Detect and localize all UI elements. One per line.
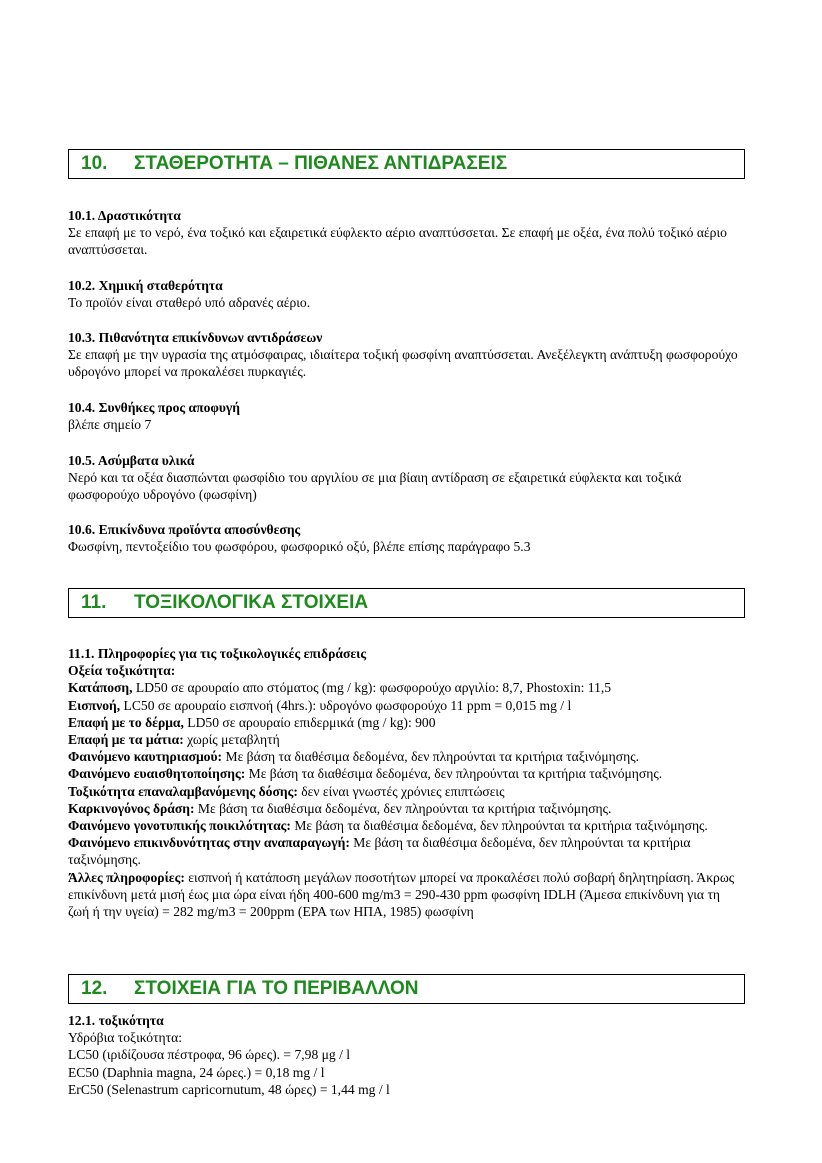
- section-12-header: [68, 974, 745, 1004]
- tox-row-text: Με βάση τα διαθέσιμα δεδομένα, δεν πληρούνται τα κριτήρια ταξινόμησης.: [194, 800, 612, 816]
- subsection-10-6-text: Φωσφίνη, πεντοξείδιο του φωσφόρου, φωσφορικό οξύ, βλέπε επίσης παράγραφο 5.3: [68, 539, 531, 555]
- tox-row-label: Κατάποση,: [68, 680, 133, 696]
- subsection-11-1-heading: 11.1. Πληροφορίες για τις τοξικολογικές επιδράσεις: [68, 646, 367, 661]
- subsection-10-3-heading: 10.3. Πιθανότητα επικίνδυνων αντιδράσεων: [68, 330, 323, 345]
- tox-row-text: εισπνοή ή κατάποση μεγάλων ποσοτήτων μπορεί να προκαλέσει πολύ σοβαρή δηλητηρίαση. Άκρως επικίνδυνη μετά μισή έως μια ώρα είναι ήδη 400-600 mg/m3 = 290-430 ppm φωσφίνη IDLH (Άμεσα επικίνδυνη για τη ζωή ή την υγεία) = 282 mg/m3 = 200ppm (EPA των ΗΠΑ, 1985) φωσφίνη: [68, 869, 735, 920]
- section-10-header: [68, 149, 745, 179]
- section-10-title: ΣΤΑΘΕΡΟΤΗΤΑ – ΠΙΘΑΝΕΣ ΑΝΤΙΔΡΑΣΕΙΣ: [134, 153, 508, 174]
- tox-row-label: Άλλες πληροφορίες:: [68, 869, 185, 885]
- aquatic-line: Υδρόβια τοξικότητα:: [68, 1030, 183, 1046]
- subsection-10-1: [68, 207, 738, 259]
- tox-row-ingestion: [68, 679, 738, 696]
- subsection-12-1-heading: 12.1. τοξικότητα: [68, 1013, 164, 1028]
- subsection-10-6-heading: 10.6. Επικίνδυνα προϊόντα αποσύνθεσης: [68, 522, 301, 537]
- section-10-number: 10.: [81, 153, 108, 174]
- tox-row-text: Με βάση τα διαθέσιμα δεδομένα, δεν πληρούνται τα κριτήρια ταξινόμησης.: [290, 818, 708, 834]
- subsection-10-1-heading: 10.1. Δραστικότητα: [68, 208, 181, 223]
- subsection-10-2-heading: 10.2. Χημική σταθερότητα: [68, 278, 223, 293]
- tox-row-reproduction: [68, 834, 738, 868]
- tox-row-label: Φαινόμενο ευαισθητοποίησης:: [68, 766, 246, 782]
- tox-row-text: χωρίς μεταβλητή: [183, 732, 280, 748]
- section-11-title: ΤΟΞΙΚΟΛΟΓΙΚΑ ΣΤΟΙΧΕΙΑ: [134, 592, 369, 613]
- subsection-10-1-text: Σε επαφή με το νερό, ένα τοξικό και εξαιρετικά εύφλεκτο αέριο αναπτύσσεται. Σε επαφή με οξέα, ένα πολύ τοξικό αέριο αναπτύσσεται.: [68, 225, 727, 258]
- subsection-10-2-text: Το προϊόν είναι σταθερό υπό αδρανές αέριο.: [68, 295, 311, 311]
- aquatic-line: EC50 (Daphnia magna, 24 ώρες.) = 0,18 mg / l: [68, 1064, 325, 1080]
- tox-row-inhalation: [68, 697, 738, 714]
- subsection-10-4-text: βλέπε σημείο 7: [68, 417, 152, 433]
- section-12-number: 12.: [81, 978, 108, 999]
- tox-row-repeated-dose: [68, 783, 738, 800]
- tox-row-text: Με βάση τα διαθέσιμα δεδομένα, δεν πληρούνται τα κριτήρια ταξινόμησης.: [68, 835, 691, 868]
- tox-row-label: Καρκινογόνος δράση:: [68, 800, 195, 816]
- tox-row-label: Εισπνοή,: [68, 697, 121, 713]
- subsection-10-3: [68, 329, 738, 381]
- subsection-11-1: [68, 645, 738, 920]
- tox-row-mutagenicity: [68, 817, 738, 834]
- tox-row-carcinogenicity: [68, 800, 738, 817]
- tox-row-skin: [68, 714, 738, 731]
- subsection-10-2: [68, 277, 738, 311]
- section-11-header: [68, 588, 745, 618]
- tox-row-label: Φαινόμενο καυτηριασμού:: [68, 749, 223, 765]
- aquatic-line: ErC50 (Selenastrum capricornutum, 48 ώρες) = 1,44 mg / l: [68, 1081, 390, 1097]
- tox-row-text: δεν είναι γνωστές χρόνιες επιπτώσεις: [297, 783, 505, 799]
- tox-row-sensitisation: [68, 765, 738, 782]
- subsection-10-5-heading: 10.5. Ασύμβατα υλικά: [68, 453, 195, 468]
- acute-toxicity-label: Οξεία τοξικότητα:: [68, 663, 176, 679]
- tox-row-text: Με βάση τα διαθέσιμα δεδομένα, δεν πληρούνται τα κριτήρια ταξινόμησης.: [245, 766, 663, 782]
- tox-row-eyes: [68, 731, 738, 748]
- tox-row-corrosion: [68, 748, 738, 765]
- subsection-10-3-text: Σε επαφή με την υγρασία της ατμόσφαιρας, ιδιαίτερα τοξική φωσφίνη αναπτύσσεται. Ανεξέλεγκτη ανάπτυξη φωσφορούχο υδρογόνο μπορεί να προκαλέσει πυρκαγιές.: [68, 347, 738, 380]
- subsection-10-6: [68, 521, 738, 555]
- tox-row-label: Τοξικότητα επαναλαμβανόμενης δόσης:: [68, 783, 298, 799]
- tox-row-label: Επαφή με το δέρμα,: [68, 714, 184, 730]
- tox-row-label: Φαινόμενο επικινδυνότητας στην αναπαραγωγή:: [68, 835, 350, 851]
- tox-row-text: LC50 σε αρουραίο εισπνοή (4hrs.): υδρογόνο φωσφορούχο 11 ppm = 0,015 mg / l: [120, 697, 572, 713]
- subsection-10-5: [68, 452, 738, 504]
- section-12-title: ΣΤΟΙΧΕΙΑ ΓΙΑ ΤΟ ΠΕΡΙΒΑΛΛΟΝ: [134, 978, 419, 999]
- aquatic-line: LC50 (ιριδίζουσα πέστροφα, 96 ώρες). = 7,98 μg / l: [68, 1047, 351, 1063]
- tox-row-text: Με βάση τα διαθέσιμα δεδομένα, δεν πληρούνται τα κριτήρια ταξινόμησης.: [222, 749, 639, 765]
- tox-row-text: LD50 σε αρουραίο απο στόματος (mg / kg): φωσφορούχο αργιλίο: 8,7, Phostoxin: 11,5: [132, 680, 612, 696]
- section-11-number: 11.: [81, 592, 107, 613]
- subsection-10-5-text: Νερό και τα οξέα διασπώνται φωσφίδιο του αργιλίου σε μια βίαιη αντίδραση σε εξαιρετικά εύφλεκτα και τοξικά φωσφορούχο υδρογόνο (φωσφίνη): [68, 470, 682, 503]
- tox-row-label: Φαινόμενο γονοτυπικής ποικιλότητας:: [68, 818, 291, 834]
- tox-row-other-info: [68, 869, 738, 921]
- subsection-12-1: [68, 1012, 738, 1098]
- tox-row-text: LD50 σε αρουραίο επιδερμικά (mg / kg): 900: [183, 714, 436, 730]
- tox-row-label: Επαφή με τα μάτια:: [68, 732, 184, 748]
- subsection-10-4: [68, 399, 738, 433]
- subsection-10-4-heading: 10.4. Συνθήκες προς αποφυγή: [68, 400, 241, 415]
